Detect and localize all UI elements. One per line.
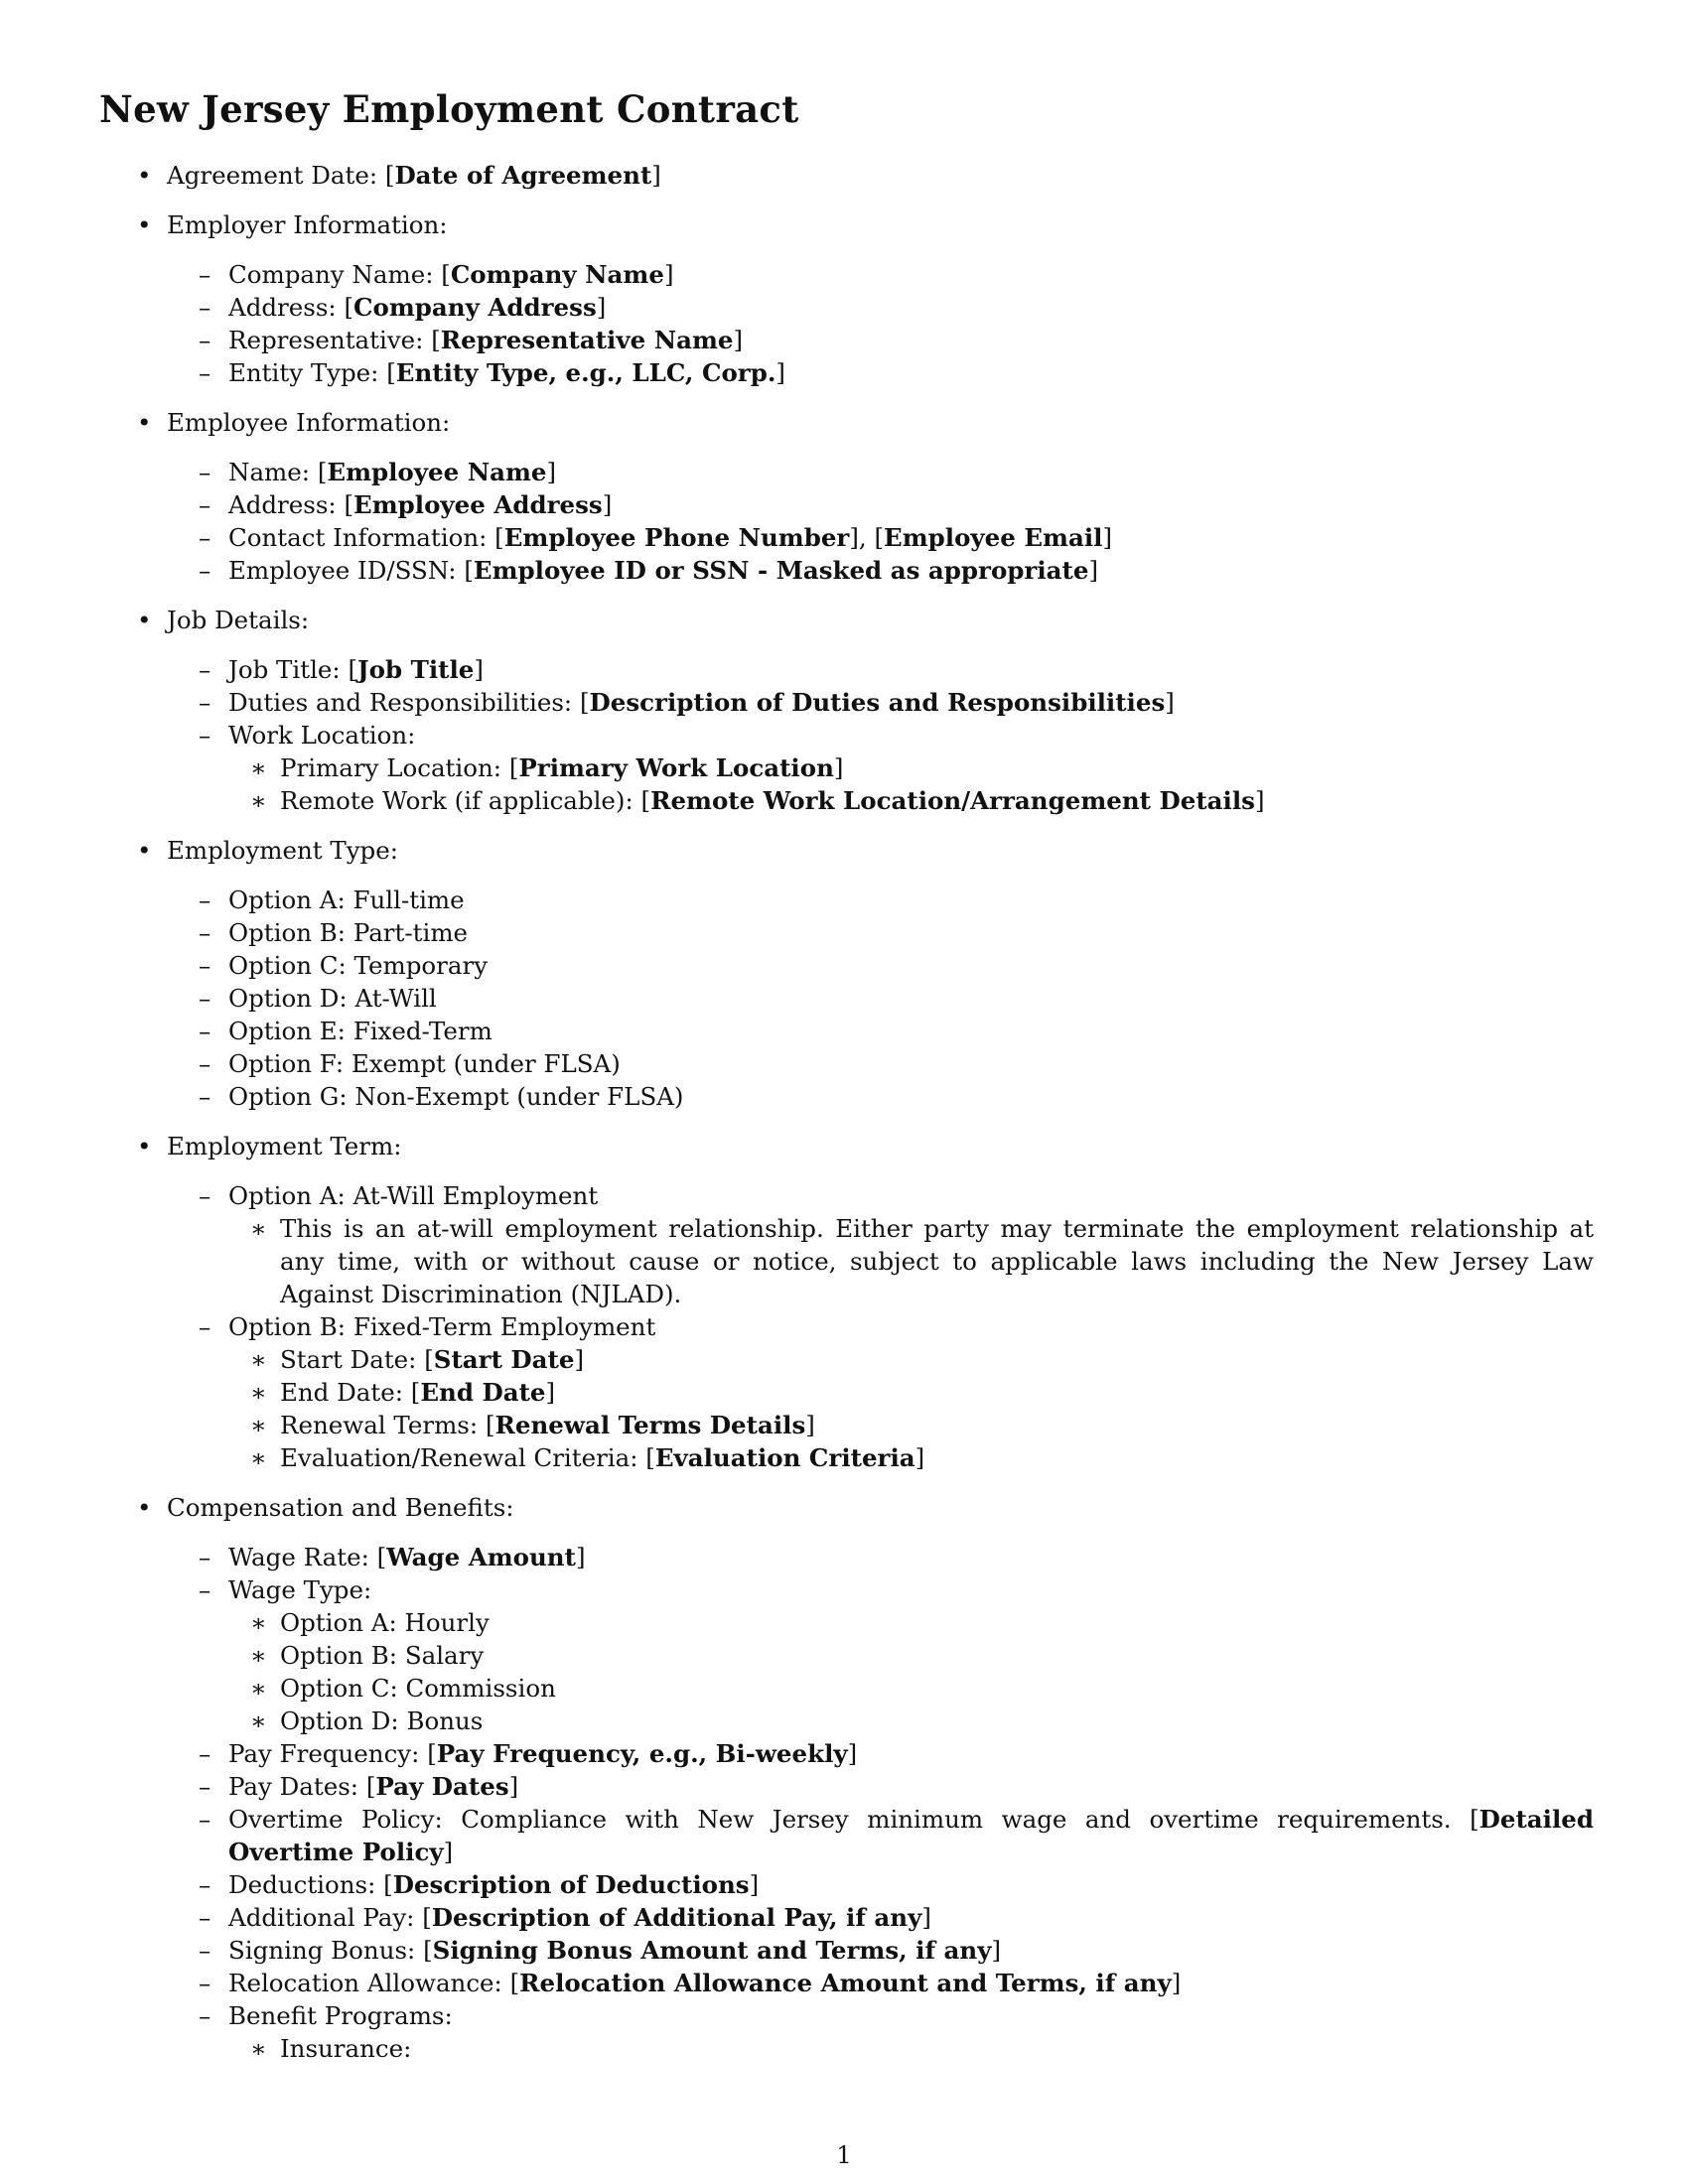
- compensation-heading: • Compensation and Benefits:: [99, 1491, 1594, 1524]
- job-duties: – Duties and Responsibilities: [Description of Duties and Responsibilities]: [99, 686, 1594, 719]
- wage-type-option: ∗ Option D: Bonus: [99, 1705, 1594, 1737]
- signing-bonus: – Signing Bonus: [Signing Bonus Amount and Terms, if any]: [99, 1934, 1594, 1967]
- contract-outline: [99, 159, 1594, 2065]
- term-option-b: – Option B: Fixed-Term Employment: [99, 1310, 1594, 1343]
- employment-type-option: – Option A: Full-time: [99, 884, 1594, 916]
- benefit-programs: – Benefit Programs:: [99, 1999, 1594, 2032]
- wage-rate: – Wage Rate: [Wage Amount]: [99, 1541, 1594, 1573]
- employment-type-option: – Option G: Non-Exempt (under FLSA): [99, 1080, 1594, 1113]
- employer-company-name: – Company Name: [Company Name]: [99, 258, 1594, 291]
- term-option-a: – Option A: At-Will Employment: [99, 1179, 1594, 1212]
- employment-type-heading: • Employment Type:: [99, 834, 1594, 867]
- employment-type-option: – Option E: Fixed-Term: [99, 1015, 1594, 1047]
- job-primary-location: ∗ Primary Location: [Primary Work Location]: [99, 751, 1594, 784]
- term-start-date: ∗ Start Date: [Start Date]: [99, 1343, 1594, 1376]
- term-end-date: ∗ End Date: [End Date]: [99, 1376, 1594, 1409]
- deductions: – Deductions: [Description of Deductions]: [99, 1868, 1594, 1901]
- job-remote-work: ∗ Remote Work (if applicable): [Remote Work Location/Arrangement Details]: [99, 784, 1594, 817]
- employer-entity-type: – Entity Type: [Entity Type, e.g., LLC, Corp.]: [99, 356, 1594, 389]
- employee-address: – Address: [Employee Address]: [99, 488, 1594, 521]
- pay-dates: – Pay Dates: [Pay Dates]: [99, 1770, 1594, 1803]
- employee-heading: • Employee Information:: [99, 406, 1594, 439]
- wage-type: – Wage Type:: [99, 1573, 1594, 1606]
- term-renewal: ∗ Renewal Terms: [Renewal Terms Details]: [99, 1409, 1594, 1441]
- job-title: – Job Title: [Job Title]: [99, 653, 1594, 686]
- employer-address: – Address: [Company Address]: [99, 291, 1594, 324]
- pay-frequency: – Pay Frequency: [Pay Frequency, e.g., Bi-weekly]: [99, 1737, 1594, 1770]
- employer-heading: • Employer Information:: [99, 208, 1594, 241]
- job-work-location: – Work Location:: [99, 719, 1594, 751]
- employment-type-option: – Option C: Temporary: [99, 949, 1594, 982]
- term-option-a-text: ∗ This is an at-will employment relationship. Either party may terminate the employment relationship at any time, with or without cause or notice, subject to applicable laws including the New Jersey Law Against Discrimination (NJLAD).: [99, 1212, 1594, 1310]
- employment-term-heading: • Employment Term:: [99, 1130, 1594, 1162]
- wage-type-option: ∗ Option A: Hourly: [99, 1606, 1594, 1639]
- relocation-allowance: – Relocation Allowance: [Relocation Allowance Amount and Terms, if any]: [99, 1967, 1594, 1999]
- wage-type-option: ∗ Option C: Commission: [99, 1672, 1594, 1705]
- employment-type-option: – Option B: Part-time: [99, 916, 1594, 949]
- employment-type-option: – Option D: At-Will: [99, 982, 1594, 1015]
- document-title: New Jersey Employment Contract: [99, 87, 799, 131]
- overtime-policy: – Overtime Policy: Compliance with New Jersey minimum wage and overtime requirements. [Detailed Overtime Policy]: [99, 1803, 1594, 1868]
- employment-type-option: – Option F: Exempt (under FLSA): [99, 1047, 1594, 1080]
- benefit-insurance: ∗ Insurance:: [99, 2032, 1594, 2065]
- employer-representative: – Representative: [Representative Name]: [99, 324, 1594, 356]
- employee-contact: – Contact Information: [Employee Phone Number], [Employee Email]: [99, 521, 1594, 554]
- page-number: 1: [836, 2141, 852, 2169]
- job-heading: • Job Details:: [99, 604, 1594, 636]
- employee-id: – Employee ID/SSN: [Employee ID or SSN - Masked as appropriate]: [99, 554, 1594, 587]
- wage-type-option: ∗ Option B: Salary: [99, 1639, 1594, 1672]
- employee-name: – Name: [Employee Name]: [99, 456, 1594, 488]
- agreement-date-item: • Agreement Date: [Date of Agreement]: [99, 159, 1594, 192]
- additional-pay: – Additional Pay: [Description of Additional Pay, if any]: [99, 1901, 1594, 1934]
- term-criteria: ∗ Evaluation/Renewal Criteria: [Evaluation Criteria]: [99, 1441, 1594, 1474]
